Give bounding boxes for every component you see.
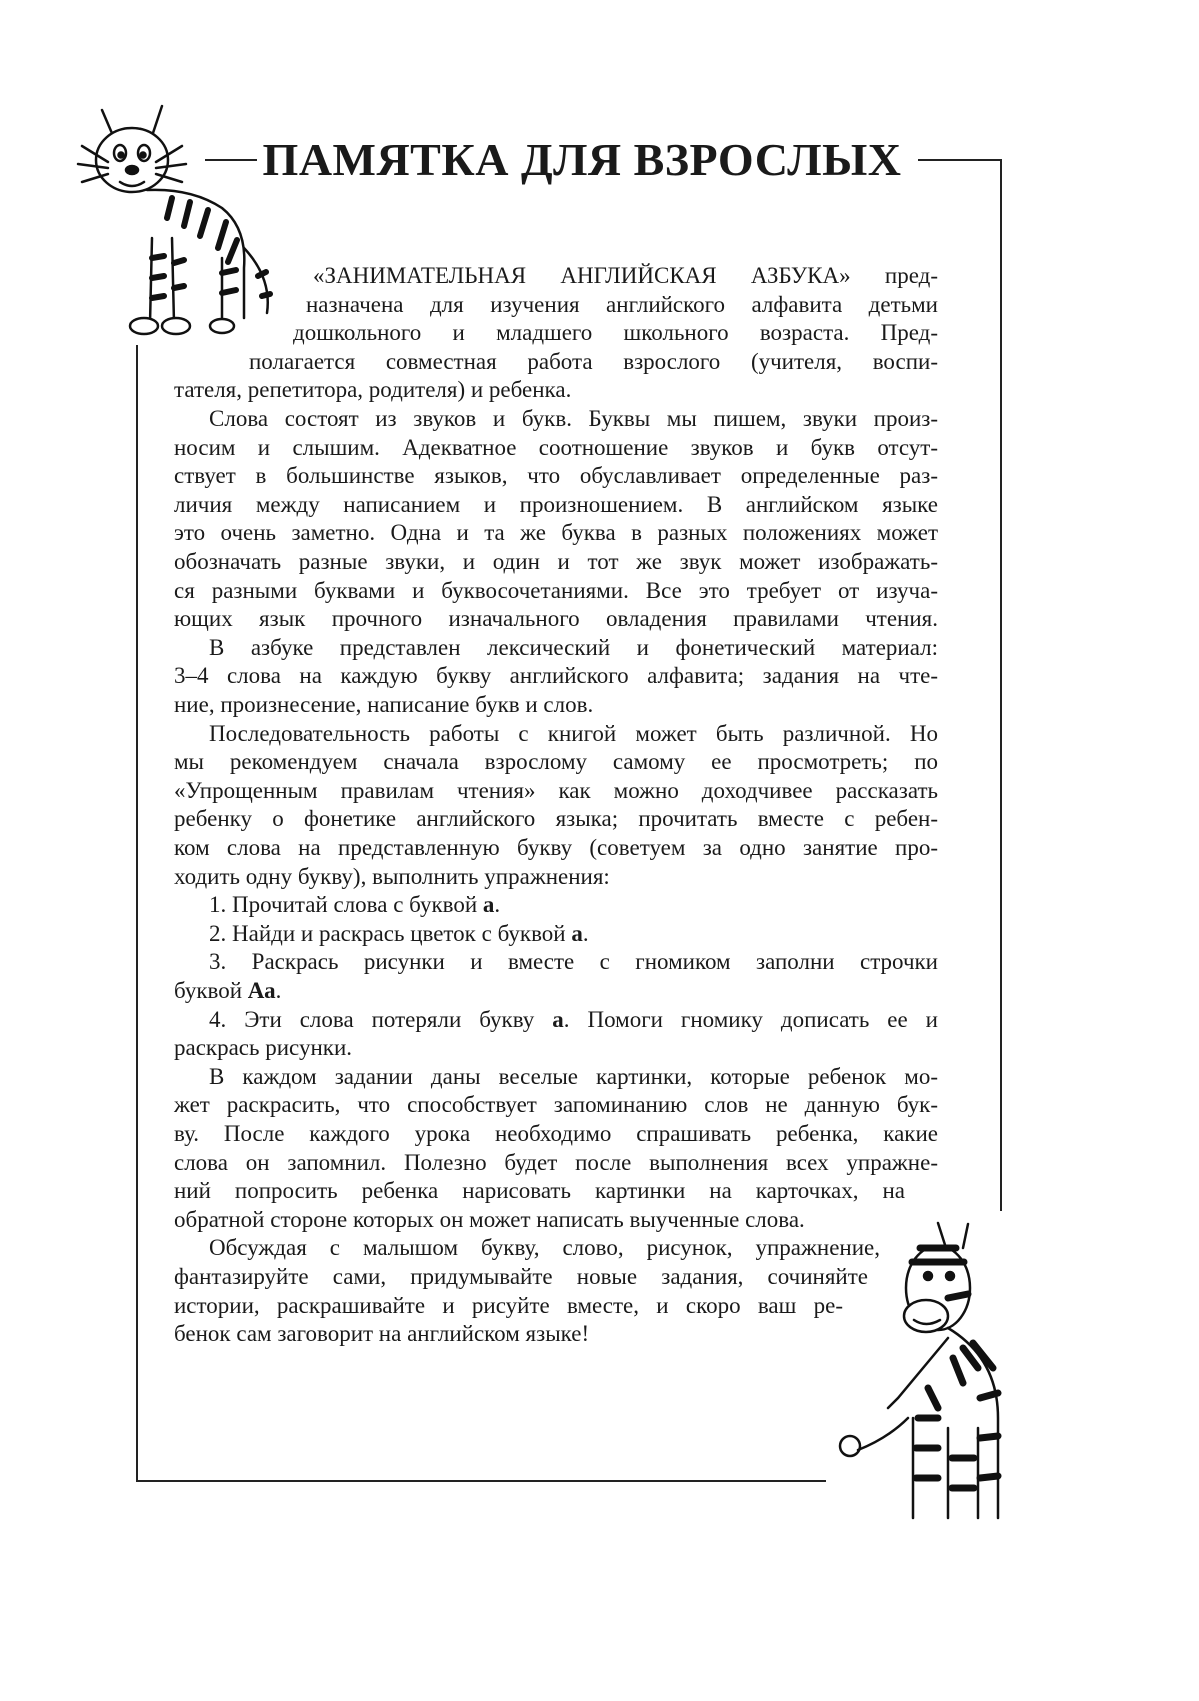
text-line: личия между написанием и произношением. В английском языке <box>174 492 938 517</box>
text-line: носим и слышим. Адекватное соотношение звуков и букв отсут- <box>174 435 938 460</box>
frame-top-right-rule <box>918 159 1002 161</box>
text-line: дошкольного и младшего школьного возраста. Пред- <box>293 320 938 345</box>
text-line: ребенку о фонетике английского языка; прочитать вместе с ребен- <box>174 806 938 831</box>
exercise-text: буквой <box>174 978 248 1003</box>
exercise-text: . <box>275 978 282 1003</box>
tiger-illustration-icon <box>72 98 282 348</box>
text-line: фантазируйте сами, придумывайте новые задания, сочиняйте <box>174 1264 868 1289</box>
text-line: ющих язык прочного изначального овладения правилами чтения. <box>174 606 938 631</box>
text-line: обратной стороне которых он может написать выученные слова. <box>174 1207 805 1232</box>
exercise-letter: Аа <box>247 978 276 1003</box>
frame-bottom-rule <box>136 1480 826 1482</box>
exercise-text: 2. Найди и раскрась цветок с буквой <box>209 921 572 946</box>
exercise-letter: а <box>552 1007 564 1032</box>
text-line: мы рекомендуем сначала взрослому самому ее просмотреть; по <box>174 749 938 774</box>
text-line: обозначать разные звуки, и один и тот же звук может изображать- <box>174 549 938 574</box>
page-title: ПАМЯТКА ДЛЯ ВЗРОСЛЫХ <box>262 134 902 185</box>
text-line: тателя, репетитора, родителя) и ребенка. <box>174 377 572 402</box>
text-line: жет раскрасить, что способствует запоминанию слов не данную бук- <box>174 1092 938 1117</box>
text-line <box>174 977 938 1005</box>
text-line: ние, произнесение, написание букв и слов. <box>174 692 594 717</box>
text-line: В каждом задании даны веселые картинки, которые ребенок мо- <box>209 1064 938 1089</box>
text-line: полагается совместная работа взрослого (учителя, воспи- <box>249 349 938 374</box>
exercise-item-1 <box>209 891 938 919</box>
text-line: ком слова на представленную букву (советуем за одно занятие про- <box>174 835 938 860</box>
exercise-text: . Помоги гномику дописать ее и <box>563 1007 938 1032</box>
exercise-item-3: 3. Раскрась рисунки и вместе с гномиком заполни строчки <box>209 949 938 974</box>
frame-right-rule <box>1000 159 1002 1211</box>
text-line: истории, раскрашивайте и рисуйте вместе, и скоро ваш ре- <box>174 1293 843 1318</box>
text-line: ся разными буквами и буквосочетаниями. Все это требует от изуча- <box>174 578 938 603</box>
exercise-text: . <box>582 921 589 946</box>
text-line: назначена для изучения английского алфавита детьми <box>306 292 938 317</box>
text-line: В азбуке представлен лексический и фонетический материал: <box>209 635 938 660</box>
exercise-text: . <box>494 892 501 917</box>
text-line: ходить одну букву), выполнить упражнения: <box>174 864 610 889</box>
text-line: ствует в большинстве языков, что обуславливает определенные раз- <box>174 463 938 488</box>
text-line: слова он запомнил. Полезно будет после выполнения всех упражне- <box>174 1150 938 1175</box>
exercise-item-2 <box>209 920 938 948</box>
text-line: «ЗАНИМАТЕЛЬНАЯ АНГЛИЙСКАЯ АЗБУКА» пред- <box>313 263 938 288</box>
text-line: Обсуждая с малышом букву, слово, рисунок, упражнение, <box>209 1235 880 1260</box>
exercise-letter: а <box>571 921 583 946</box>
text-line: раскрась рисунки. <box>174 1035 353 1060</box>
text-line: 3–4 слова на каждую букву английского алфавита; задания на чте- <box>174 663 938 688</box>
exercise-item-4 <box>209 1006 938 1034</box>
frame-left-rule <box>136 345 138 1482</box>
text-line: ний попросить ребенка нарисовать картинки на карточках, на <box>174 1178 905 1203</box>
text-line: Последовательность работы с книгой может быть различной. Но <box>209 721 938 746</box>
text-line: это очень заметно. Одна и та же буква в разных положениях может <box>174 520 938 545</box>
text-line: ву. После каждого урока необходимо спрашивать ребенка, какие <box>174 1121 938 1146</box>
text-line: Слова состоят из звуков и букв. Буквы мы пишем, звуки произ- <box>209 406 938 431</box>
exercise-text: 4. Эти слова потеряли букву <box>209 1007 553 1032</box>
exercise-letter: а <box>482 892 495 917</box>
text-line: бенок сам заговорит на английском языке! <box>174 1321 590 1346</box>
exercise-text: 1. Прочитай слова с буквой <box>209 892 483 917</box>
text-line: «Упрощенным правилам чтения» как можно доходчивее рассказать <box>174 778 938 803</box>
